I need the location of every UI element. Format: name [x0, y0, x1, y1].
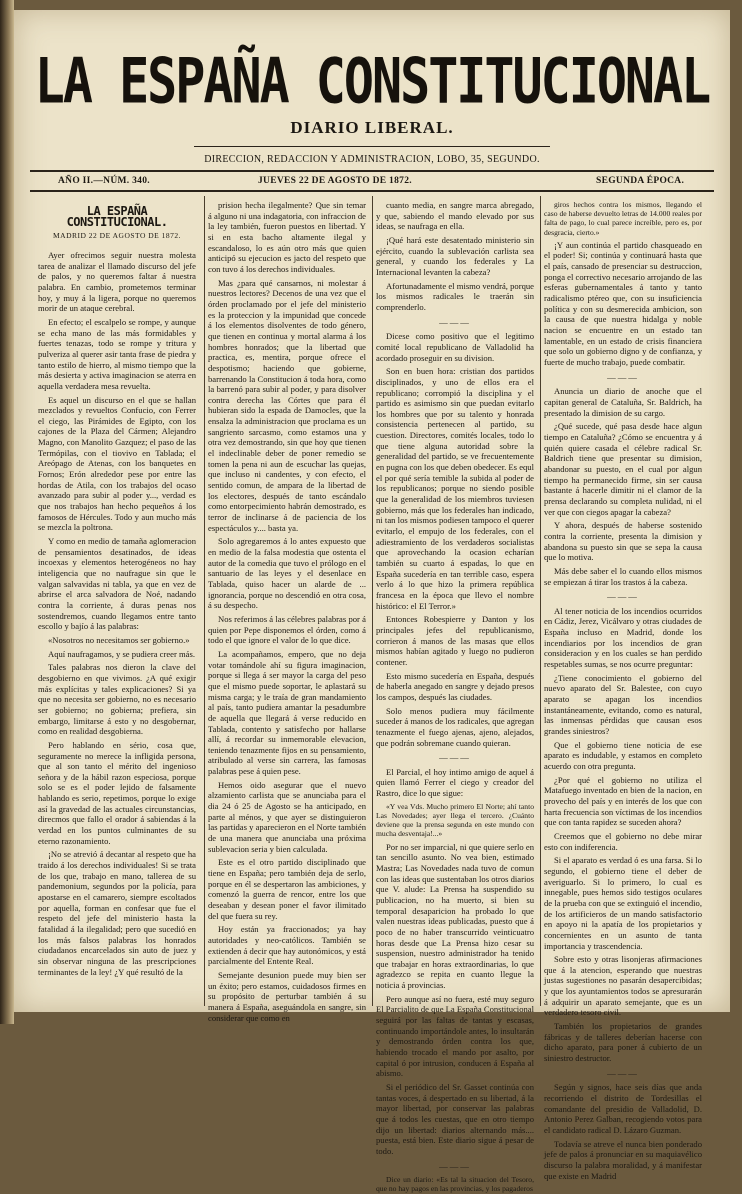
section-separator: ———	[607, 371, 639, 382]
paragraph: ¡No se atrevió á decantar al respeto que ha traido á los derechos individuales! Si se trata de los que, trabajo en mano, tallerea de su pandemonium, segundos por la policía, para apostarse en el camarero, siempre escoltados por aquella, forman en confesar que fue el respeto del jefe del ministerio hasta la fatalidad á la ilegalidad; pero que sucedió en los más falsos palabras los honrados ciudadanos encarcelados sin auto de juez y sin observar ninguna de las prescripciones terminantes de la ley! ¿Y qué resultó de la	[38, 849, 196, 977]
paragraph: Sobre esto y otras lisonjeras afirmaciones que á la atencion, esperando que nuestras justas sugestiones no pasarán desapercibidas; y que los ayuntamientos todos se apresurarán á adquirir un aparato semejante, que es un verdadero tesoro civil.	[544, 954, 702, 1018]
column-1	[38, 200, 196, 1005]
section-separator: ———	[439, 1160, 471, 1171]
issue-date: JUEVES 22 DE AGOSTO DE 1872.	[258, 176, 412, 186]
paragraph: El Parcial, el hoy intimo amigo de aquel á quien llamó Ferrer el ciego y creador del Rastro, dice lo que sigue:	[376, 766, 534, 799]
paragraph: Pero aunque así no fuera, esté muy seguro El Parcialito de que La España Constitucional seguirá por las faltas de tantas y escasas, continuando importándole antes, lo insultarán y demostrando órden contra los que, habiendo trocado el mando por asalto, por capital ó por intrusion, conducen á España al abismo.	[376, 993, 534, 1079]
paragraph: Semejante desunion puede muy bien ser un éxito; pero estamos, cuidadosos firmes en su propósito de perturbar también á su manera á España, aseguándola en sangre, sin considerar que como en	[208, 969, 366, 1023]
article-heading: LA ESPAÑA CONSTITUCIONAL.	[66, 204, 168, 229]
paragraph: ¿Qué sucede, qué pasa desde hace algun tiempo en Cataluña? ¿Cómo se encuentra y á quién quiere casada el célebre radical Sr. Baldrich tiene que presentar su dimision, abandonar su puesto, en el cual por algun tiempo ha permanecido firme, sin ser causa bastante á hacerle dimitir ni el clamor de la prensa declarando su completa nulidad, ni el ver que con ciegos apagar la cabeza?	[544, 421, 702, 517]
article-dateline: MADRID 22 DE AGOSTO DE 1872.	[52, 231, 182, 241]
quote: «Nosotros no necesitamos ser gobierno.»	[48, 634, 190, 645]
divider	[30, 190, 714, 192]
paragraph: Solo agregaremos á lo antes expuesto que en medio de la falsa modestia que ostenta el autor de la comedia que tuvo el prólogo en el santuario de las leyes y el desenlace en Tablada, quiso hacer un alarde de ... ignorancia, porque no descendió en otra cosa, á su despecho.	[208, 536, 366, 611]
column-4	[544, 200, 702, 1181]
paragraph: Que el gobierno tiene noticia de ese aparato es indudable, y estamos en completo acuerdo con otra pregunta.	[544, 739, 702, 771]
paragraph: Pero hablando en sério, cosa que, seguramente no merece la infligida persona, que al son tanto el mérito del ingenioso señora y de la hábil razon especiosa, porque solo se es el poder lejido de falsamente hablando es serio, repetimos, porque lo exige así la gravedad de las actuales circunstancias, direcmos que fallo el orador á sabiendas á la verdad en los puntos culminantes de su eterno razonamiento.	[38, 739, 196, 846]
paragraph: ¿Tiene conocimiento el gobierno del nuevo aparato del Sr. Balestee, con cuyo aparato se apagan los incendios instantáneamente, evitando, como es natural, las inmensas pérdidas que causan esos grandes siniestros?	[544, 672, 702, 737]
paragraph: En efecto; el escalpelo se rompe, y aunque se echa mano de las más formidables y fuertes tenazas, todo se rompe y tritura y pulveriza al querer asir tanta frase de piedra y tanto estilo de hierro, al mismo tiempo que la más desierta y activa imaginacion se aterra en aquella verdadera mesa revuelta.	[38, 316, 196, 391]
issue-epoch: SEGUNDA ÉPOCA.	[596, 176, 685, 186]
paragraph: Dice un diario: «Es tal la situacion del Tesoro, que no hay pagos en las provincias, y los pagaderos	[376, 1175, 534, 1194]
paragraph: Esto mismo sucedería en España, después de haberla anegado en sangre y dejado presos los campos, después las ciudades.	[376, 670, 534, 702]
paragraph: Entonces Robespierre y Danton y los principales jefes del republicanismo, corrieron á manos de las masas que ellos mismos habían agitado y luego no pudieron contener.	[376, 614, 534, 667]
column-rule	[204, 196, 205, 1006]
divider	[30, 170, 714, 172]
paragraph: Hemos oido asegurar que el nuevo alzamiento carlista que se anunciaba para el dia 24 ó 25 de Agosto se ha anticipado, en parte al ménos, y que ayer se distinguieron las partidas y aparecieron en el Norte también de una manera que anunciaba una próxima sublevacion seria y bien calculada.	[208, 779, 366, 854]
paragraph: Por no ser imparcial, ni que quiere serlo en tan sencillo asunto. No vea bien, estimado Mastra; Las Novedades nada tuvo de comun con las ideas que sustentaban los otros diarios que V. alude: La Prensa ha suspendido su publicacion, no ha muerto, si bien su temporal desaparicion ha probado lo que valen nuestras ideas publicadas, puesto que á poco de no haber transcurrido veinticuatro horas desde que La Prensa hizo cesar su suspension, nuestro administrador ha tenido que trabajar en horas extraordinarias, lo que agradezco se repita en cuanto llegue la noticia á provincias.	[376, 841, 534, 991]
paragraph: Ayer ofrecimos seguir nuestra molesta tarea de analizar el llamado discurso del jefe de palos, y no queremos faltar á nuestra palabra. En cambio, prometemos terminar hoy, y muy á la ligera, porque no queremos morir de un ataque cerebral.	[38, 249, 196, 314]
paragraph: ¡Y aun continúa el partido chasqueado en el poder! Si; continúa y continuará hasta que el país, cansado de presenciar su destruccion, ponga el correctivo necesario arrojando de las esferas gubernamentales á tanto y tanto radicalismo ptéreo que, con su insuficiencia política y con su desmerecida ambicion, son la causa de que nuestra hidalga y noble nacion se encuentre en un estado tan lamentable, en un estado de crisis financiera que solo un gobierno digno y de confianza, y fuerte de mucho trabajo, puede combatir.	[544, 239, 702, 368]
paragraph: Son en buen hora: cristian dos partidos disciplinados, y uno de ellos era el republicano; corrompió la disciplina y el partido es asimismo sin que puedan evitarlo los hombres que por su talento y honrada consistencia pertenecen al partido, su cuestion. Directores, comités locales, todo lo que tiene alguna autoridad sobre la generalidad del partido, se ve frecuentemente en pugna con los que deben obedecer. Es equl el por qué sería temible la subida al poder de los republicanos; porque no siendo posible que la generalidad de los miembros tuviesen gobierno, más que los federales han indicado, ni tan los mismos podiesen tampoco el querer evitarlo, el empujo de los federales, con el adiestramiento de los verdaderos socialistas que aprovechando la ocasion echarían también su cuarto á espadas, lo que en España sucedería en tan terrible caso, espera verlo á lo que hizo la primera república francesa en la época que llevo el nombre histórico: el El Terror.»	[376, 366, 534, 611]
paragraph: Mas ¿para qué cansarnos, ni molestar á nuestros lectores? Decenos de una vez que el órden proclamado por el jefe del ministerio es la proteccion y la impunidad que concede á los elementos disolventes de todo género, que tienen en continua y mortal alarma á los hombres honrados; que la libertad que practica, es, mentira, porque ofrece el despotismo; haciendo que gobierne, barrenando la Constitucion á toda hora, como la barrenó para subir al poder, y para disolver contra derecha las Córtes que para él hubieran sido la espada de Damocles, que la ensalza la administracion que proclama es un sangriento sarcasmo, como estamos una y otra vez demostrando, sin que hoy que tienen el indeclinable deber de poner remedio se tomen la pena ni aun de escuchar las quejas, que incluso ni candentes, y con efecto, el sentido comun, de ampara de la libertad de los electores, después de tanto escándalo como entorpecimiento habrán demostrado, es terror de inclinarse á de paciencia de los espectáculos y.... basta ya.	[208, 277, 366, 533]
paragraph: ¿Por qué el gobierno no utiliza el Matafuego inventado en bien de la nacion, en provecho del país y en interés de los que con harta frecuencia son víctimas de los incendios que con tanta rapidez se suceden ahora?	[544, 774, 702, 828]
paragraph: Tales palabras nos dieron la clave del desgobierno en que vivimos. ¿A qué exigir más explícitas y tales explicaciones? Si ya que no necesita ser gobierno, no es necesario ser gobierno; no gobierna; prefiera, sin embargo, limitarse á esto y no desgobernar, como en realidad desgobierna.	[38, 662, 196, 737]
column-rule	[372, 196, 373, 1006]
paragraph: Creemos que el gobierno no debe mirar esto con indiferencia.	[544, 830, 702, 852]
masthead-title: LA ESPAÑA CONSTITUCIONAL	[34, 44, 710, 118]
section-separator: ———	[439, 316, 471, 327]
quote: «Y vea Vds. Mucho primero El Norte; ahí tanto Las Novedades; ayer llega el tercero. ¿Cuánto deviene que la prensa segunda en este mundo con mucha desventaja!...»	[376, 801, 534, 839]
paragraph: Es aquel un discurso en el que se hallan mezclados y revueltos Confucio, con Ferrer el ciego, las Pirámides de Egipto, con los cajones de la Plaza del Cármen; Alejandro Magno, con Manolito Gazquez; el paso de las Termópilas, con el tiovivo en Tablada; el Areópago de Atenas, con los banquetes en Fornos; Erón alrededor pese por entre las hordas de Atila, con los trabajos del ocaso avanzado para subir al poder y..., verdad es que nos trabajos han hecho pequeños á los famosos de Hércules. Todo y aun mucho más se mezcla la poltrona.	[38, 394, 196, 533]
paragraph: Más debe saber el lo cuando ellos mismos se empiezan á tirar los trastos á la cabeza.	[544, 565, 702, 587]
section-separator: ———	[607, 591, 639, 602]
paragraph: Nos referimos á las célebres palabras por á quien por Pepe disponemos el órden, como á todo el que ignore el valor de lo que dice.	[208, 613, 366, 646]
paragraph: Aquí naufragamos, y se pudiera creer más.	[48, 648, 195, 659]
divider	[194, 146, 550, 147]
column-2	[208, 200, 366, 1023]
paragraph: También los propietarios de grandes fábricas y de talleres deberían hacerse con dicho aparato, para poner á cubierto de un siniestro destructor.	[544, 1021, 702, 1064]
book-spine	[0, 0, 14, 1024]
paragraph: Si el periódico del Sr. Gasset continúa con tantas voces, á despertado en su libertad, á la mayor libertad, por conservar las palabras que á todos les cuestas, que en otro tiempo dijo un libertad: diarios alternando más.... puesta, está bien. Este diario sigue á pesar de todo.	[376, 1082, 534, 1156]
column-rule	[540, 196, 541, 1006]
column-3	[376, 200, 534, 1194]
paragraph: Y ahora, después de haberse sostenido contra la corriente, presenta la dimision y abandona su puesto sin que se sepa la causa que lo motiva.	[544, 520, 702, 563]
masthead-subtitle: DIARIO LIBERAL.	[290, 118, 454, 137]
paragraph: Al tener noticia de los incendios ocurridos en Cádiz, Jerez, Vicálvaro y otras ciudades de España incluso en Madrid, donde los incendiarios por los incendios de gran consideracion y en los cuales se han perdido respetables sumas, se nos ocurre preguntar:	[544, 605, 702, 670]
paragraph: Anuncia un diario de anoche que el capitan general de Cataluña, Sr. Baldrich, ha presentado la dimision de su cargo.	[544, 386, 702, 418]
issue-number: AÑO II.—NÚM. 340.	[58, 176, 150, 186]
newspaper-page	[14, 10, 730, 1194]
paragraph: Hoy están ya fraccionados; ya hay autoridades y neo-católicos. También se extienden á decir que hay autonómicos, y está parcialmente del Entente Real.	[208, 924, 366, 967]
paragraph: cuanto media, en sangre marca abregado, y que, sabiendo el mando elevado por sus ideas, se naufraga en ella.	[376, 200, 534, 232]
paragraph: giros hechos contra los mismos, llegando el caso de haberse devuelto letras de 14.000 reales por falta de pago, lo cual parece increíble, pero es, por desgracia, cierto.»	[544, 200, 702, 237]
section-separator: ———	[439, 752, 471, 763]
masthead-address: DIRECCION, REDACCION Y ADMINISTRACION, LOBO, 35, SEGUNDO.	[204, 154, 540, 165]
section-separator: ———	[607, 1067, 639, 1078]
paragraph: prision hecha ilegalmente? Que sin temar á alguno ni una indagatoria, con infraccion de la ley también, fueron puestos en libertad. Y si en esta bacho altamente ilegal y escandaloso, lo es aún otro más que quien anticipó su ejecucion es jacto del respeto que con tuvo á los derechos individuales.	[208, 200, 366, 274]
paragraph: Este es el otro partido disciplinado que tiene en España; pero también deja de serlo, porque en él se despertaron las ambiciones, y comenzó la guerra de rencor, entre los que deseaban y desean poner el favor ilimitado del que fuera su rey.	[208, 857, 366, 921]
paragraph: Afortunadamente el mismo vendrá, porque los mismos radicales le traerán sin comprenderlo.	[376, 280, 534, 312]
paragraph: ¡Qué hará este desatentado ministerio sin ejército, cuando la sublevación carlista sea general, y cuando los federales y La Internacional levanten la cabeza?	[376, 234, 534, 277]
paragraph: Y como en medio de tamaña aglomeracion de pensamientos desatinados, de ideas incoexas y elementos heterogéneos no hay inteligencia que no naufrague sin que le valgan salvavidas ni tabla, ya que en vez de abrirse el arca salvadora de Noé, nadando contra la corriente, á duras penas nos sostendremos, cuando llegamos entre tanto escollo y bajío á las palabras:	[38, 536, 196, 632]
paragraph: Si el aparato es verdad ó es una farsa. Si lo segundo, el gobierno tiene el deber de averiguarlo. Si lo primero, lo cual es innegable, pues hemos sido testigos oculares de la prueba con que se extinguió el incendio, de los artificieros de un mando satisfactorio en apoyo ni la apatía de los propietarios y concernientes en un asunto de tanta importancia y trascendencia.	[544, 855, 702, 951]
paragraph: Solo menos pudiera muy fácilmente suceder á manos de los radicales, que agregan tenazmente el fuego ajenas, ajeno, alejados, que podrán sobremane cuando quieran.	[376, 705, 534, 748]
paragraph: Dicese como positivo que el legitimo comité local republicano de Valladolid ha acordado proseguir en su division.	[376, 331, 534, 363]
paragraph: Todavía se atreve el nunca bien ponderado jefe de palos á pronunciar en su maquiavélico discurso la palabra moralidad, y á manifestar que existe en Madrid	[544, 1138, 702, 1181]
paragraph: La acompañamos, empero, que no deja votar tomándole ahí su figura imaginacion, porque si llega á ser mayor la carga del peso que el mismo puede soportar, le aplastará su misma carga; y le traía de gran mandamiento al país, tanto pudiera amantar la pesadumbre de aquella que llegará á verse reducido en Tablada, contento y satisfecho por hallarse allí, á recordar su inmemorable elevacion, teniendo tenazmente fijos en su pensamiento, atribulado al verse sin carrera, las famosas palabras pese á quien pese.	[208, 648, 366, 777]
paragraph: Según y signos, hace seis días que anda recorriendo el distrito de Tordesillas el comandante del presidio de Valladolid, D. Antonio Perez Galban, recogiendo votos para el candidato radical D. Lázaro Guzman.	[544, 1082, 702, 1135]
